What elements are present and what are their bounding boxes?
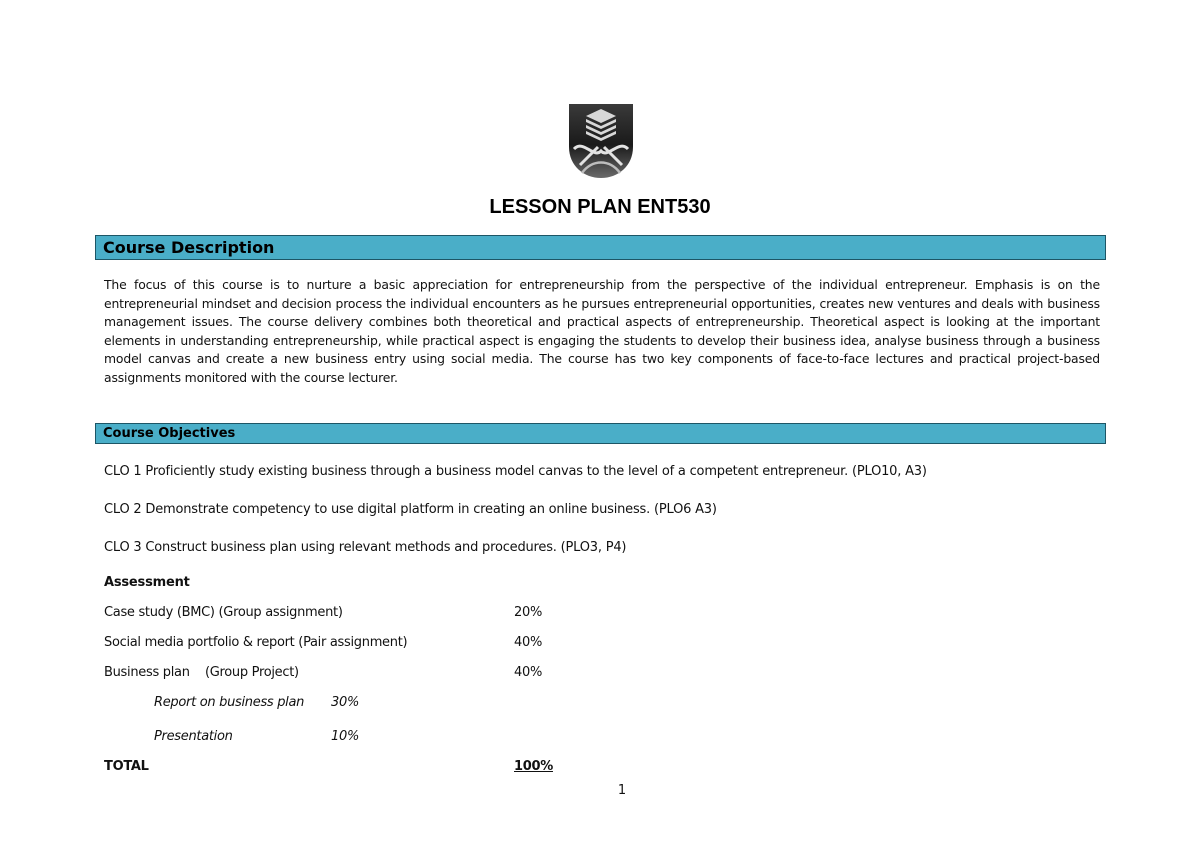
assessment-sub-value: 10% xyxy=(331,729,359,744)
course-description-header: Course Description xyxy=(95,235,1106,260)
assessment-sub-label: Presentation xyxy=(154,729,233,744)
assessment-sub-label: Report on business plan xyxy=(154,695,305,710)
assessment-label: Social media portfolio & report (Pair assignment) xyxy=(104,635,408,650)
page-title: LESSON PLAN ENT530 xyxy=(489,196,711,218)
total-label: TOTAL xyxy=(104,759,149,774)
assessment-value: 20% xyxy=(514,605,542,620)
assessment-label: Case study (BMC) (Group assignment) xyxy=(104,605,343,620)
clo-item-3: CLO 3 Construct business plan using relevant methods and procedures. (PLO3, P4) xyxy=(104,540,627,555)
assessment-label: Business plan (Group Project) xyxy=(104,665,299,680)
course-objectives-header: Course Objectives xyxy=(95,423,1106,444)
university-logo xyxy=(568,103,634,179)
assessment-value: 40% xyxy=(514,635,542,650)
total-value: 100% xyxy=(514,759,553,774)
assessment-sub-value: 30% xyxy=(331,695,359,710)
assessment-value: 40% xyxy=(514,665,542,680)
assessment-heading: Assessment xyxy=(104,575,190,590)
clo-item-1: CLO 1 Proficiently study existing business through a business model canvas to the level of a competent entrepreneur. (PLO10, A3) xyxy=(104,464,927,479)
clo-item-2: CLO 2 Demonstrate competency to use digital platform in creating an online business. (PLO6 A3) xyxy=(104,502,717,517)
page-number: 1 xyxy=(617,783,627,798)
course-description-text: The focus of this course is to nurture a basic appreciation for entrepreneurship from the perspective of the individual entrepreneur. Emphasis is on the entrepreneurial mindset and decision process the individual encounters as he pursues entrepreneurial opportunities, creates new ventures and deals with business management issues. The course delivery combines both theoretical and practical aspects of entrepreneurship. Theoretical aspect is looking at the important elements in understanding entrepreneurship, while practical aspect is engaging the students to develop their business idea, analyse business through a business model canvas and create a new business entry using social media. The course has two key components of face-to-face lectures and practical project-based assignments monitored with the course lecturer. xyxy=(104,277,1100,385)
